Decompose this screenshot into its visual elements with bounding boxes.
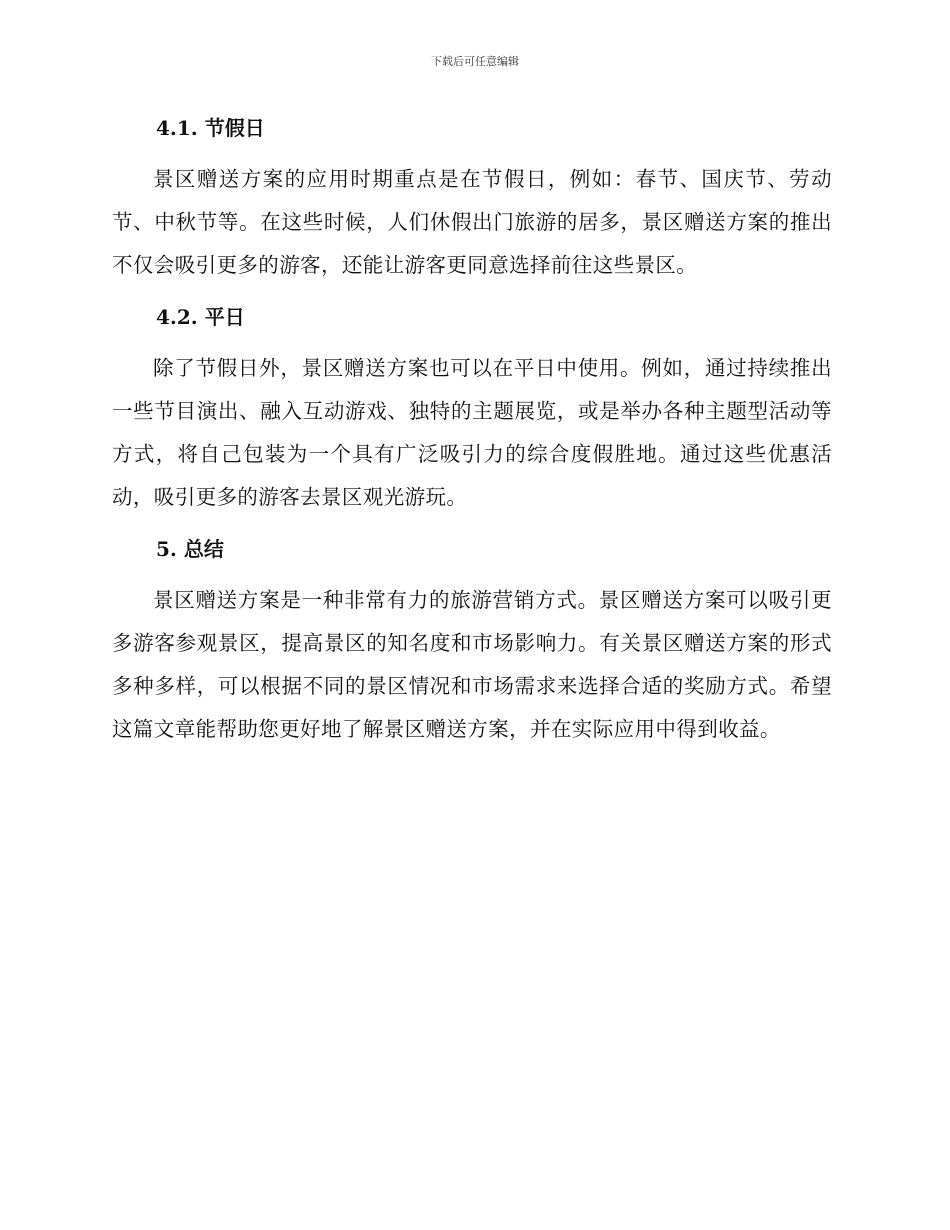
page-header: 下载后可任意编辑 [431,55,519,68]
section-heading-5: 5. 总结 [156,537,224,561]
section-paragraph-4-1: 景区赠送方案的应用时期重点是在节假日，例如：春节、国庆节、劳动节、中秋节等。在这些时候，人们休假出门旅游的居多，景区赠送方案的推出不仅会吸引更多的游客，还能让游客更同意选择前往这些景区。 [112,167,832,277]
section-heading-4-2: 4.2. 平日 [156,305,245,329]
document-body [112,108,832,751]
section-heading-4-1: 4.1. 节假日 [156,116,265,140]
section-paragraph-5: 景区赠送方案是一种非常有力的旅游营销方式。景区赠送方案可以吸引更多游客参观景区，提高景区的知名度和市场影响力。有关景区赠送方案的形式多种多样，可以根据不同的景区情况和市场需求来选择合适的奖励方式。希望这篇文章能帮助您更好地了解景区赠送方案，并在实际应用中得到收益。 [112,588,832,741]
section-paragraph-4-2: 除了节假日外，景区赠送方案也可以在平日中使用。例如，通过持续推出一些节目演出、融入互动游戏、独特的主题展览，或是举办各种主题型活动等方式，将自己包装为一个具有广泛吸引力的综合度假胜地。通过这些优惠活动，吸引更多的游客去景区观光游玩。 [112,356,832,509]
